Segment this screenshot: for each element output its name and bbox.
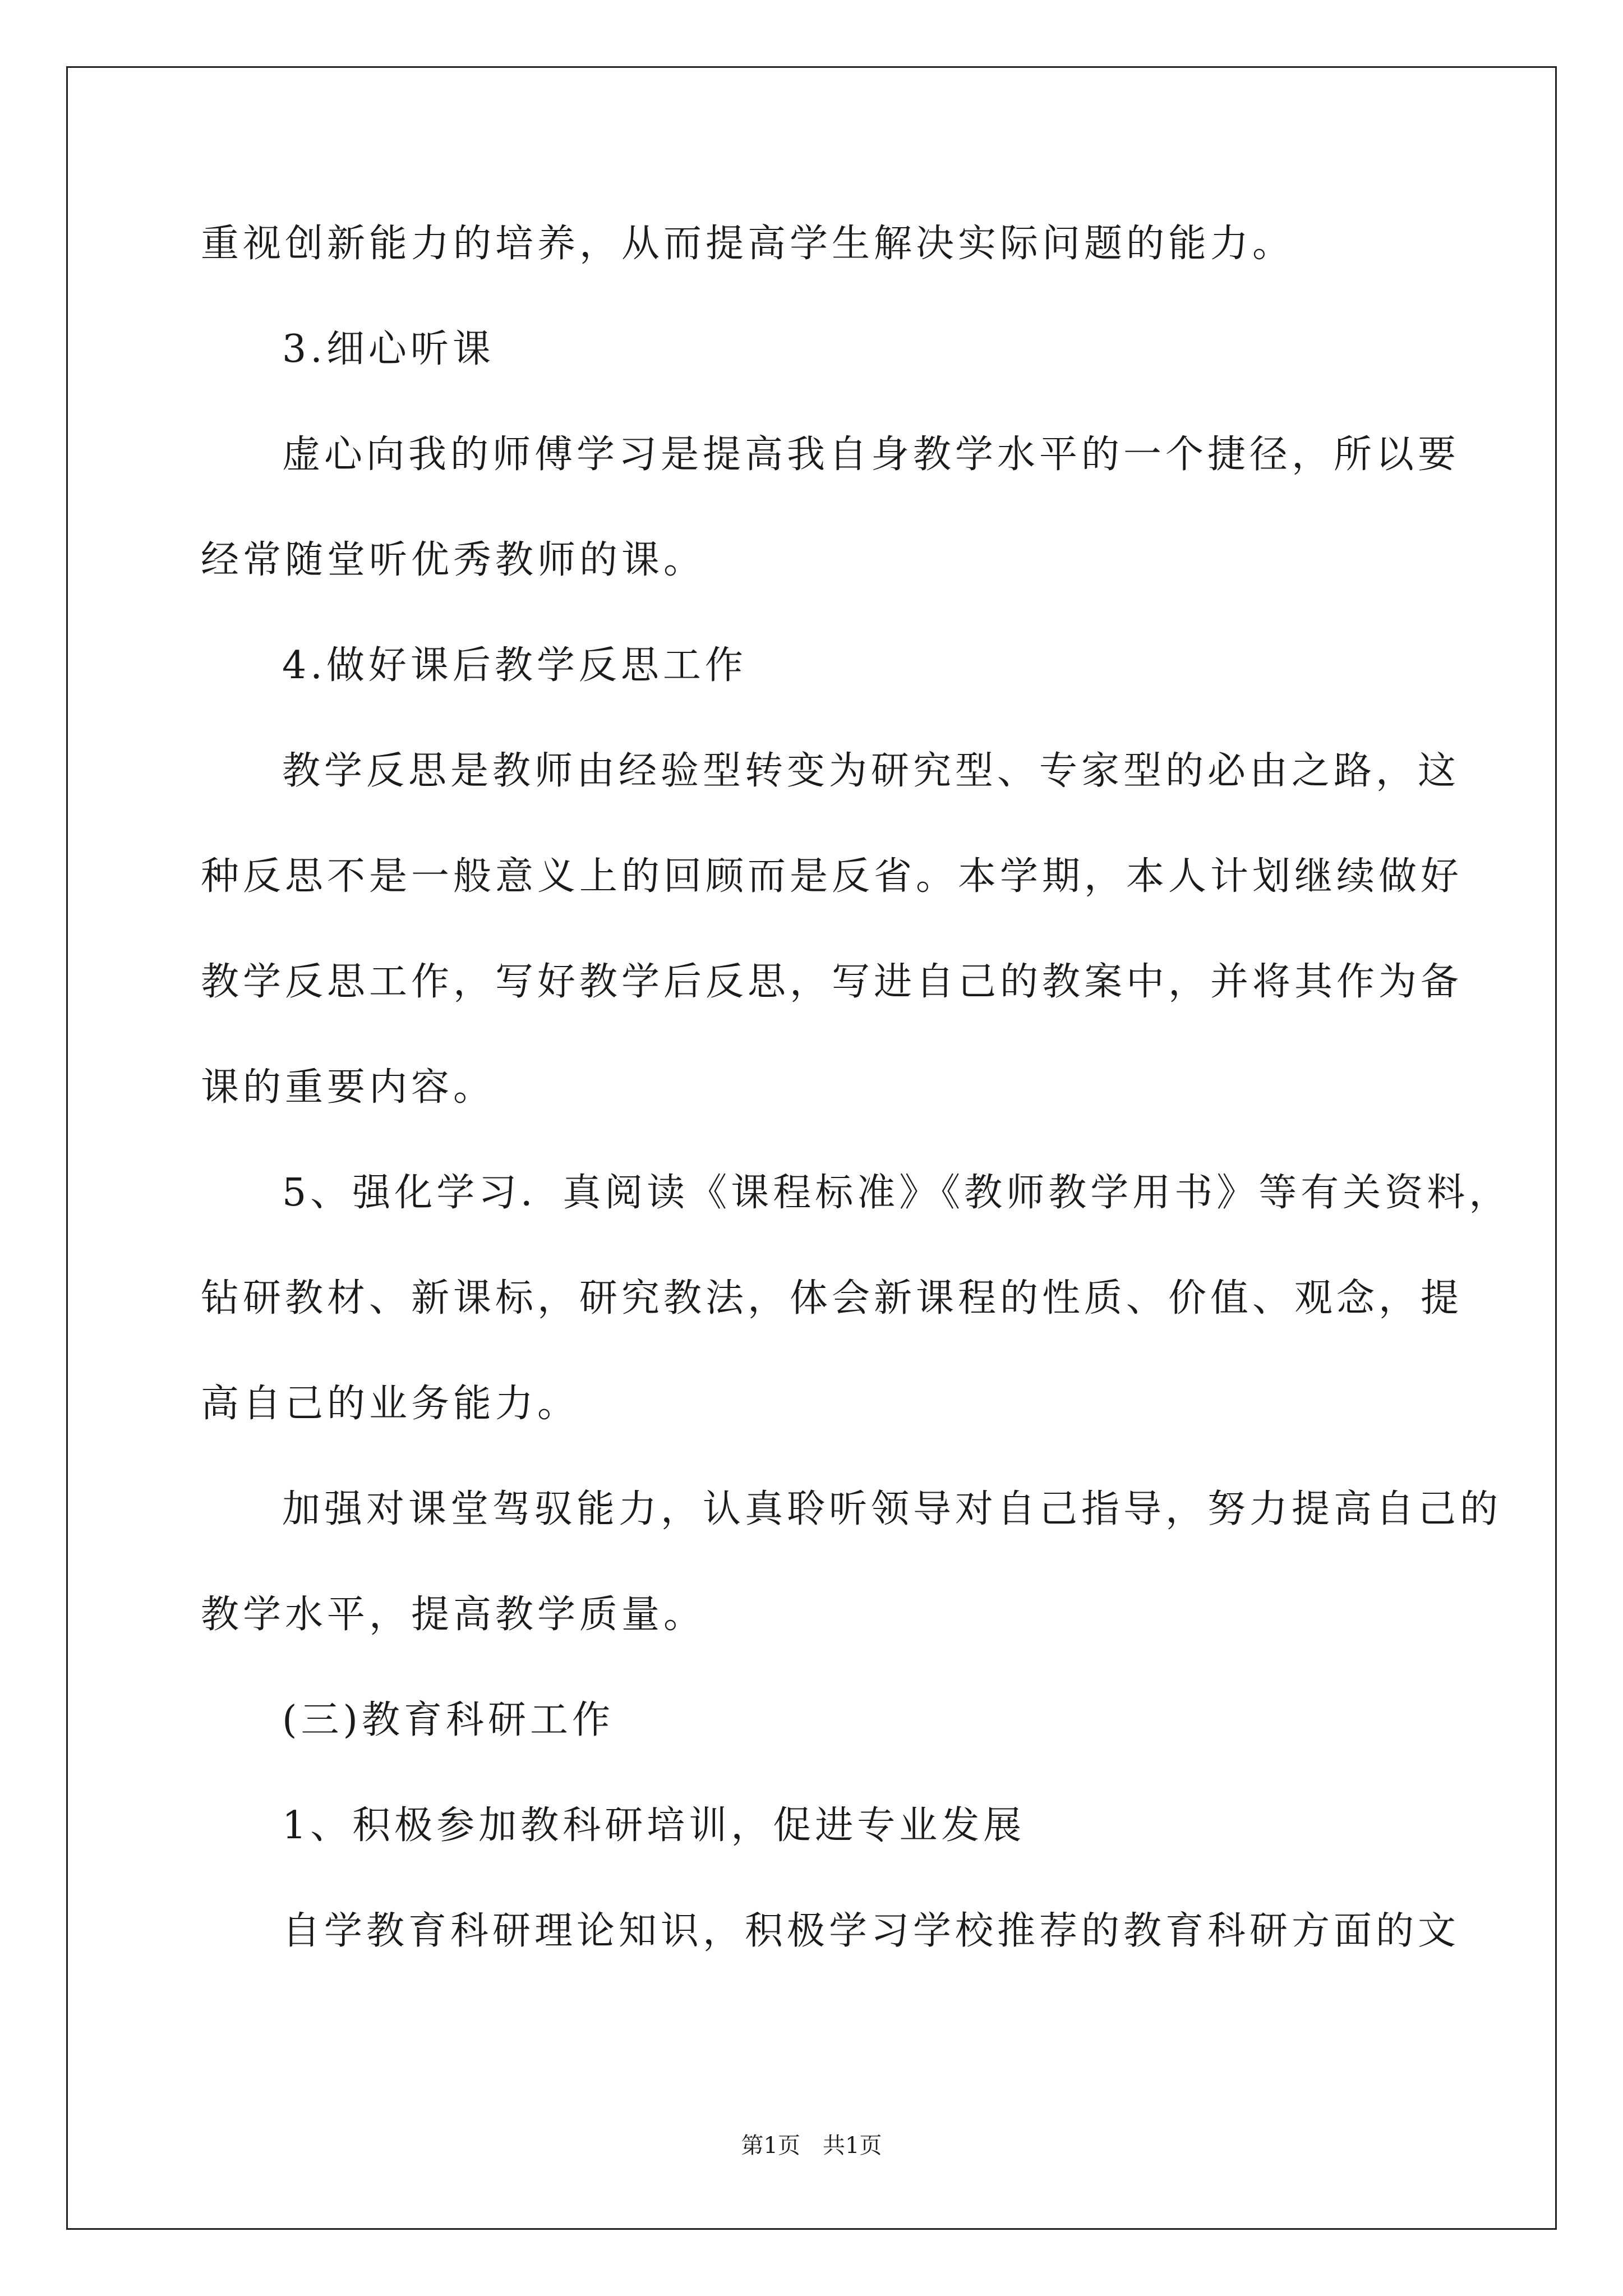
section-heading: 1、积极参加教科研培训，促进专业发展 <box>282 1803 1026 1848</box>
text-line: 经常随堂听优秀教师的课。 <box>201 538 706 582</box>
text-line: 教学反思是教师由经验型转变为研究型、专家型的必由之路，这 <box>282 749 1460 793</box>
page-border <box>66 66 1557 2230</box>
text-line: 自学教育科研理论知识，积极学习学校推荐的教育科研方面的文 <box>282 1909 1460 1953</box>
text-line: 种反思不是一般意义上的回顾而是反省。本学期，本人计划继续做好 <box>201 854 1463 899</box>
text-line: 钻研教材、新课标，研究教法，体会新课程的性质、价值、观念，提 <box>201 1276 1463 1320</box>
section-heading: 4.做好课后教学反思工作 <box>282 643 747 688</box>
text-line: 重视创新能力的培养，从而提高学生解决实际问题的能力。 <box>201 222 1295 266</box>
page-number-footer: 第1页 共1页 <box>741 2133 882 2159</box>
section-heading: 3.细心听课 <box>282 327 495 371</box>
section-heading: (三)教育科研工作 <box>282 1698 615 1742</box>
text-line: 课的重要内容。 <box>201 1065 496 1110</box>
text-line: 加强对课堂驾驭能力，认真聆听领导对自己指导，努力提高自己的 <box>282 1487 1502 1531</box>
text-line: 高自己的业务能力。 <box>201 1382 580 1426</box>
text-line: 教学水平，提高教学质量。 <box>201 1593 706 1637</box>
text-line: 虚心向我的师傅学习是提高我自身教学水平的一个捷径，所以要 <box>282 432 1460 477</box>
text-line: 教学反思工作，写好教学后反思，写进自己的教案中，并将其作为备 <box>201 960 1463 1004</box>
text-line: 5、强化学习．真阅读《课程标准》《教师教学用书》等有关资料， <box>282 1171 1511 1215</box>
